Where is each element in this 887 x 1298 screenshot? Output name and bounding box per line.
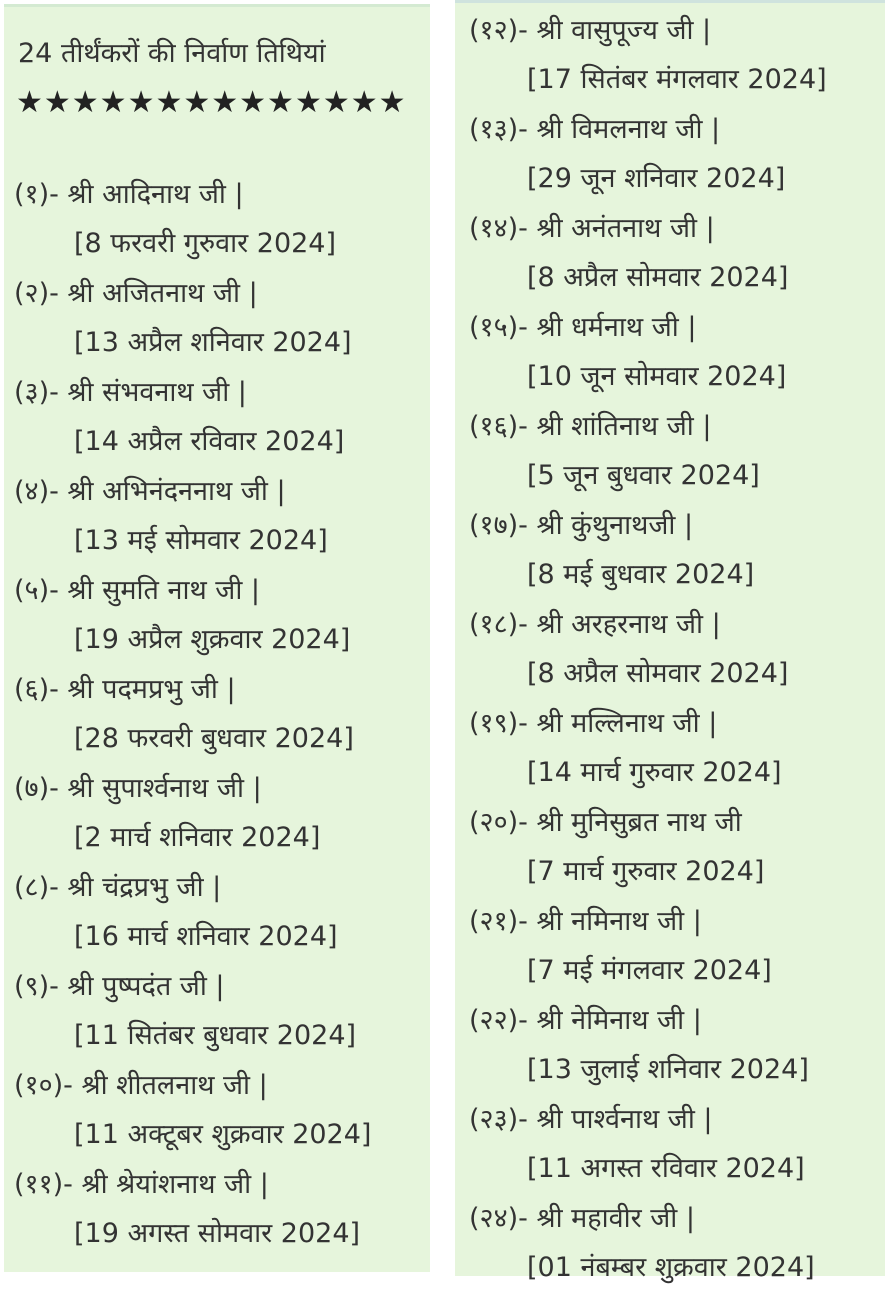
list-item: [455, 1199, 885, 1298]
nirvan-date: [5 जून बुधवार 2024]: [527, 460, 760, 491]
list-item: [4, 769, 430, 868]
tirthankar-name: (२)- श्री अजितनाथ जी |: [14, 278, 258, 309]
list-item: [455, 110, 885, 209]
nirvan-date: [13 जुलाई शनिवार 2024]: [527, 1054, 809, 1085]
nirvan-date: [8 फरवरी गुरुवार 2024]: [74, 228, 337, 259]
nirvan-date: [13 अप्रैल शनिवार 2024]: [74, 327, 352, 358]
left-panel: [4, 4, 430, 1272]
tirthankar-name: (१८)- श्री अरहरनाथ जी |: [469, 609, 721, 640]
tirthankar-name: (२१)- श्री नमिनाथ जी |: [469, 906, 702, 937]
tirthankar-name: (११)- श्री श्रेयांशनाथ जी |: [14, 1169, 269, 1200]
list-item: [455, 1100, 885, 1199]
tirthankar-name: (७)- श्री सुपार्श्वनाथ जी |: [14, 773, 262, 804]
list-item: [455, 308, 885, 407]
tirthankar-name: (४)- श्री अभिनंदननाथ जी |: [14, 476, 286, 507]
tirthankar-name: (१६)- श्री शांतिनाथ जी |: [469, 411, 712, 442]
tirthankar-name: (२०)- श्री मुनिसुब्रत नाथ जी: [469, 807, 742, 838]
list-item: [4, 175, 430, 274]
tirthankar-name: (२४)- श्री महावीर जी |: [469, 1203, 695, 1234]
tirthankar-name: (२३)- श्री पार्श्वनाथ जी |: [469, 1104, 713, 1135]
list-item: [455, 506, 885, 605]
tirthankar-name: (८)- श्री चंद्रप्रभु जी |: [14, 872, 222, 903]
nirvan-date: [11 सितंबर बुधवार 2024]: [74, 1020, 357, 1051]
tirthankar-name: (५)- श्री सुमति नाथ जी |: [14, 575, 261, 606]
nirvan-date: [16 मार्च शनिवार 2024]: [74, 921, 338, 952]
nirvan-date: [11 अगस्त रविवार 2024]: [527, 1153, 805, 1184]
left-list: [4, 175, 430, 1264]
nirvan-date: [8 अप्रैल सोमवार 2024]: [527, 262, 789, 293]
tirthankar-name: (१४)- श्री अनंतनाथ जी |: [469, 213, 715, 244]
tirthankar-name: (३)- श्री संभवनाथ जी |: [14, 377, 247, 408]
list-item: [4, 571, 430, 670]
list-item: [4, 1066, 430, 1165]
tirthankar-name: (१०)- श्री शीतलनाथ जी |: [14, 1070, 268, 1101]
page-title: 24 तीर्थंकरों की निर्वाण तिथियां: [18, 38, 326, 69]
tirthankar-name: (१)- श्री आदिनाथ जी |: [14, 179, 244, 210]
list-item: [4, 274, 430, 373]
list-item: [455, 209, 885, 308]
list-item: [4, 373, 430, 472]
nirvan-date: [14 मार्च गुरुवार 2024]: [527, 757, 782, 788]
list-item: [4, 472, 430, 571]
nirvan-date: [13 मई सोमवार 2024]: [74, 525, 328, 556]
list-item: [455, 803, 885, 902]
nirvan-date: [19 अप्रैल शुक्रवार 2024]: [74, 624, 351, 655]
list-item: [455, 902, 885, 1001]
nirvan-date: [2 मार्च शनिवार 2024]: [74, 822, 321, 853]
right-panel: [455, 0, 885, 1283]
nirvan-date: [7 मार्च गुरुवार 2024]: [527, 856, 765, 887]
list-item: [4, 868, 430, 967]
tirthankar-name: (२२)- श्री नेमिनाथ जी |: [469, 1005, 702, 1036]
nirvan-date: [11 अक्टूबर शुक्रवार 2024]: [74, 1119, 372, 1150]
tirthankar-name: (६)- श्री पदमप्रभु जी |: [14, 674, 236, 705]
list-item: [4, 1165, 430, 1264]
tirthankar-name: (१७)- श्री कुंथुनाथजी |: [469, 510, 694, 541]
star-divider: ★★★★★★★★★★★★★★: [16, 85, 407, 120]
nirvan-date: [19 अगस्त सोमवार 2024]: [74, 1218, 361, 1249]
nirvan-date: [8 अप्रैल सोमवार 2024]: [527, 658, 789, 689]
list-item: [455, 605, 885, 704]
list-item: [455, 704, 885, 803]
nirvan-date: [29 जून शनिवार 2024]: [527, 163, 786, 194]
nirvan-date: [8 मई बुधवार 2024]: [527, 559, 755, 590]
nirvan-date: [28 फरवरी बुधवार 2024]: [74, 723, 354, 754]
list-item: [4, 670, 430, 769]
list-item: [455, 1001, 885, 1100]
list-item: [4, 967, 430, 1066]
tirthankar-name: (१३)- श्री विमलनाथ जी |: [469, 114, 721, 145]
nirvan-date: [14 अप्रैल रविवार 2024]: [74, 426, 345, 457]
nirvan-date: [7 मई मंगलवार 2024]: [527, 955, 772, 986]
nirvan-date: [17 सितंबर मंगलवार 2024]: [527, 64, 827, 95]
tirthankar-name: (१९)- श्री मल्लिनाथ जी |: [469, 708, 718, 739]
nirvan-date: [01 नंबम्बर शुक्रवार 2024]: [527, 1252, 815, 1283]
tirthankar-name: (१२)- श्री वासुपूज्य जी |: [469, 15, 712, 46]
nirvan-date: [10 जून सोमवार 2024]: [527, 361, 787, 392]
tirthankar-name: (९)- श्री पुष्पदंत जी |: [14, 971, 225, 1002]
list-item: [455, 407, 885, 506]
tirthankar-name: (१५)- श्री धर्मनाथ जी |: [469, 312, 697, 343]
right-list: [455, 11, 885, 1298]
list-item: [455, 11, 885, 110]
